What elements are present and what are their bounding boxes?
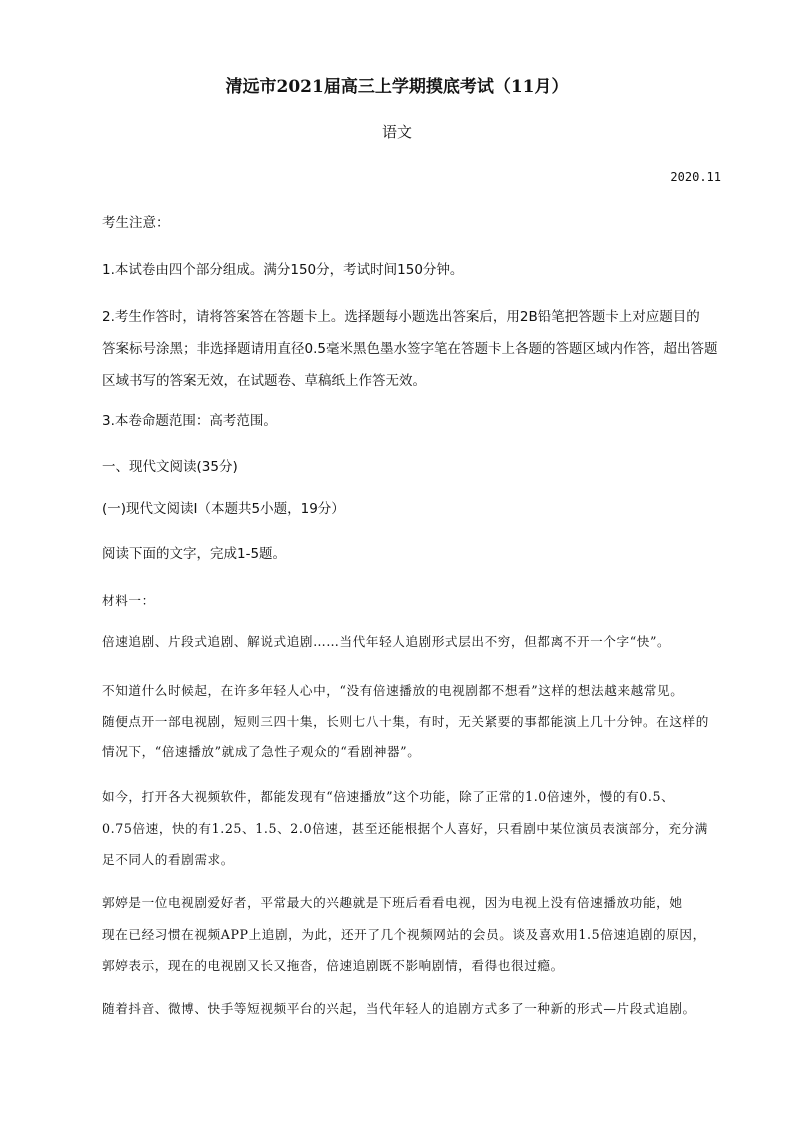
material-paragraph-3 [102,781,722,876]
notice-item-3: 3.本卷命题范围：高考范围。 [102,413,277,429]
material-paragraph-2-line: 不知道什么时候起，在许多年轻人心中，“没有倍速播放的电视剧都不想看”这样的想法越来越常见。 [102,683,684,698]
material-paragraph-2 [102,676,722,768]
reading-instruction: 阅读下面的文字，完成1-5题。 [102,546,287,562]
material-paragraph-2-line: 情况下，“倍速播放”就成了急性子观众的“看剧神器”。 [102,744,421,759]
material-paragraph-3-line: 0.75倍速，快的有1.25、1.5、2.0倍速，甚至还能根据个人喜好，只看剧中某位演员表演部分，充分满 [102,820,708,836]
exam-date: 2020.11 [670,170,721,184]
notice-item-2-line: 区域书写的答案无效，在试题卷、草稿纸上作答无效。 [102,373,426,389]
material-paragraph-1: 倍速追剧、片段式追剧、解说式追剧……当代年轻人追剧形式层出不穷，但都离不开一个字“快”。 [102,634,671,649]
material-paragraph-4-line: 郭婷是一位电视剧爱好者，平常最大的兴趣就是下班后看看电视，因为电视上没有倍速播放功能，她 [102,895,683,910]
section-heading: 一、现代文阅读(35分) [102,459,238,475]
material-paragraph-3-line: 足不同人的看剧需求。 [102,852,234,867]
material-paragraph-4-line: 郭婷表示，现在的电视剧又长又拖沓，倍速追剧既不影响剧情，看得也很过瘾。 [102,958,564,973]
material-paragraph-2-line: 随便点开一部电视剧，短则三四十集，长则七八十集，有时，无关紧要的事都能演上几十分钟。在这样的 [102,713,709,729]
notice-item-2 [102,301,722,397]
section-subheading: (一)现代文阅读Ⅰ（本题共5小题，19分） [102,501,345,517]
material-paragraph-3-line: 如今，打开各大视频软件，都能发现有“倍速播放”这个功能，除了正常的1.0倍速外，慢的有0.5、 [102,789,675,804]
material-paragraph-4-line: 现在已经习惯在视频APP上追剧，为此，还开了几个视频网站的会员。谈及喜欢用1.5倍速追剧的原因， [102,926,706,942]
material-paragraph-4 [102,887,722,982]
notice-item-2-line: 答案标号涂黑；非选择题请用直径0.5毫米黑色墨水签字笔在答题卡上各题的答题区域内作答，超出答题 [102,341,718,357]
notice-heading: 考生注意： [102,215,170,231]
notice-item-1: 1.本试卷由四个部分组成。满分150分，考试时间150分钟。 [102,262,464,278]
subject-label: 语文 [381,123,412,141]
notice-item-2-line: 2.考生作答时，请将答案答在答题卡上。选择题每小题选出答案后，用2B铅笔把答题卡上对应题目的 [102,309,700,325]
material-paragraph-5: 随着抖音、微博、快手等短视频平台的兴起，当代年轻人的追剧方式多了一种新的形式—片段式追剧。 [102,1001,696,1016]
page-title: 清远市2021届高三上学期摸底考试（11月） [225,77,569,97]
material-label: 材料一： [102,593,155,608]
